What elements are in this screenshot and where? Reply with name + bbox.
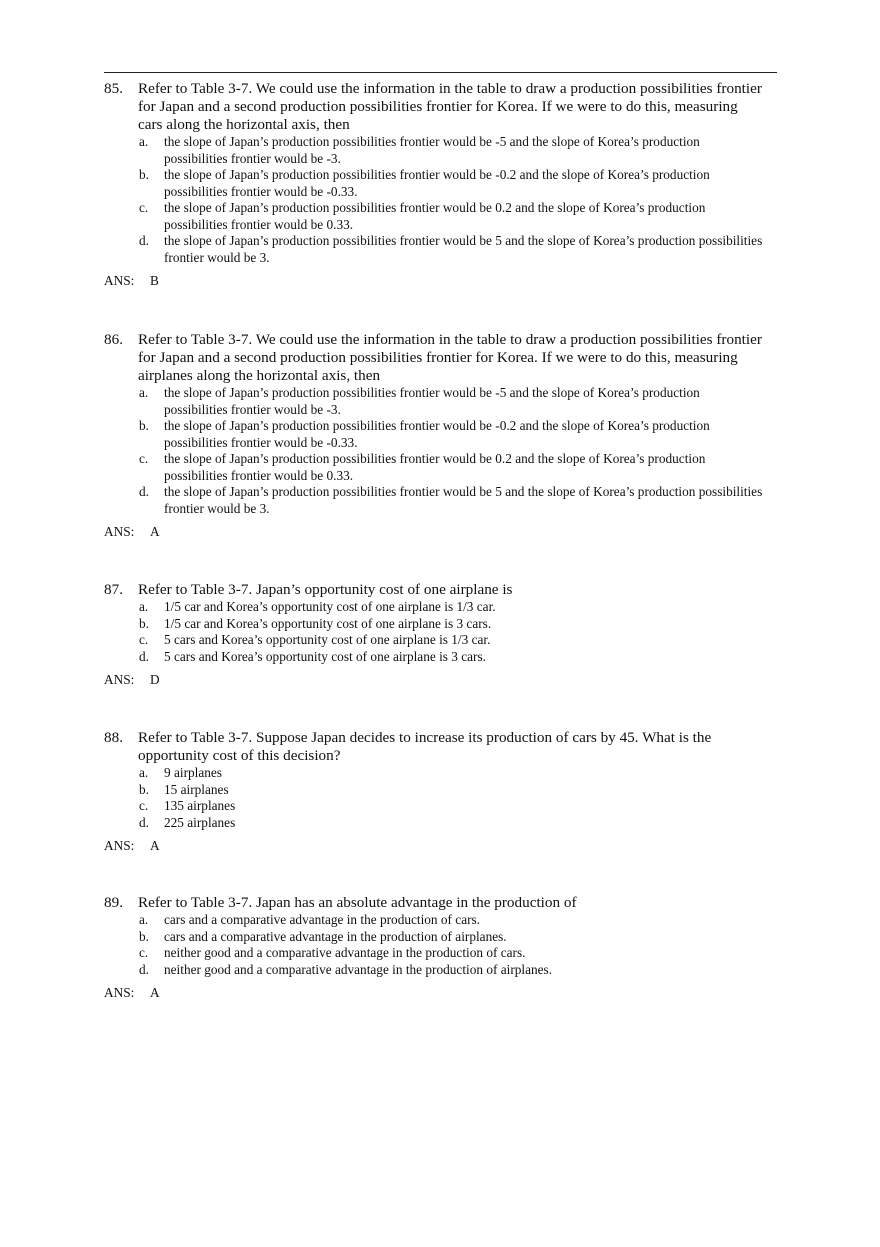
answer-label: ANS: [104, 524, 135, 539]
choice-c [104, 798, 764, 815]
choice-text: 1/5 car and Korea’s opportunity cost of one airplane is 3 cars. [164, 615, 492, 631]
choice-text: the slope of Japan’s production possibilities frontier would be 0.2 and the slope of Korea’s production possibilities frontier would be 0.33. [164, 451, 706, 483]
question-stem [104, 331, 764, 385]
choice-letter: c. [139, 945, 149, 960]
choice-letter: b. [139, 781, 149, 797]
question-number: 87. [104, 581, 123, 598]
choice-d [104, 484, 764, 517]
choice-text: 9 airplanes [164, 765, 222, 780]
choice-letter: c. [139, 451, 149, 466]
choice-letter: c. [139, 798, 149, 813]
choice-letter: a. [139, 385, 149, 400]
choice-a [104, 765, 764, 782]
choice-b [104, 616, 764, 633]
question-number: 89. [104, 894, 123, 911]
choice-text: cars and a comparative advantage in the production of cars. [164, 912, 481, 927]
choice-text: the slope of Japan’s production possibilities frontier would be 0.2 and the slope of Korea’s production possibilities frontier would be 0.33. [164, 200, 706, 232]
choice-list [104, 385, 764, 517]
question-number: 88. [104, 729, 123, 746]
choice-letter: d. [139, 233, 149, 248]
choice-text: 5 cars and Korea’s opportunity cost of one airplane is 1/3 car. [164, 632, 491, 647]
choice-d [104, 962, 764, 979]
question-number: 86. [104, 331, 123, 348]
choice-letter: b. [139, 167, 149, 182]
choice-text: 135 airplanes [164, 798, 236, 813]
question-text: Refer to Table 3-7. We could use the information in the table to draw a production possibilities frontier for Japan and a second production possibilities frontier for Korea. If we were to do this, measuring cars along the horizontal axis, then [138, 80, 762, 133]
choice-letter: d. [139, 648, 149, 664]
choice-text: 5 cars and Korea’s opportunity cost of one airplane is 3 cars. [164, 648, 486, 664]
choice-letter: d. [139, 961, 149, 977]
choice-letter: b. [139, 615, 149, 631]
answer-value: D [150, 672, 160, 687]
answer-value: A [150, 524, 160, 539]
question-stem [104, 80, 764, 134]
question-stem [104, 729, 764, 765]
answer-line [104, 524, 764, 540]
choice-c [104, 945, 764, 962]
question-number: 85. [104, 80, 123, 97]
question-87 [104, 581, 764, 688]
answer-label: ANS: [104, 672, 135, 687]
choice-a [104, 912, 764, 929]
choice-list [104, 912, 764, 978]
choice-letter: a. [139, 765, 149, 780]
question-text: Refer to Table 3-7. Japan has an absolute advantage in the production of [138, 894, 577, 911]
choice-d [104, 649, 764, 666]
choice-text: the slope of Japan’s production possibilities frontier would be -0.2 and the slope of Korea’s production possibilities frontier would be -0.33. [164, 167, 710, 199]
choice-text: the slope of Japan’s production possibilities frontier would be -5 and the slope of Korea’s production possibilities frontier would be -3. [164, 385, 700, 417]
choice-a [104, 134, 764, 167]
question-86 [104, 331, 764, 540]
question-89 [104, 894, 764, 1001]
choice-b [104, 418, 764, 451]
answer-value: A [150, 838, 160, 853]
choice-a [104, 599, 764, 616]
choice-d [104, 815, 764, 832]
choice-list [104, 134, 764, 266]
answer-value: B [150, 273, 159, 288]
choice-letter: a. [139, 912, 149, 927]
question-stem [104, 894, 764, 912]
choice-text: the slope of Japan’s production possibilities frontier would be 5 and the slope of Korea’s production possibilities frontier would be 3. [164, 233, 763, 265]
choice-letter: d. [139, 814, 149, 830]
choice-letter: a. [139, 599, 149, 614]
choice-letter: c. [139, 632, 149, 647]
choice-c [104, 451, 764, 484]
question-text: Refer to Table 3-7. We could use the information in the table to draw a production possibilities frontier for Japan and a second production possibilities frontier for Korea. If we were to do this, measuring airplanes along the horizontal axis, then [138, 331, 762, 384]
choice-text: the slope of Japan’s production possibilities frontier would be 5 and the slope of Korea’s production possibilities frontier would be 3. [164, 484, 763, 516]
answer-label: ANS: [104, 985, 135, 1000]
choice-list [104, 765, 764, 831]
choice-letter: a. [139, 134, 149, 149]
choice-text: neither good and a comparative advantage in the production of cars. [164, 945, 526, 960]
choice-letter: d. [139, 484, 149, 499]
question-88 [104, 729, 764, 854]
answer-line [104, 838, 764, 854]
answer-label: ANS: [104, 838, 135, 853]
choice-c [104, 632, 764, 649]
question-text: Refer to Table 3-7. Japan’s opportunity cost of one airplane is [138, 581, 513, 598]
choice-letter: b. [139, 418, 149, 433]
answer-line [104, 985, 764, 1001]
question-stem [104, 581, 764, 599]
choice-text: cars and a comparative advantage in the production of airplanes. [164, 928, 507, 944]
answer-line [104, 672, 764, 688]
choice-c [104, 200, 764, 233]
answer-value: A [150, 985, 160, 1000]
choice-b [104, 929, 764, 946]
choice-letter: b. [139, 928, 149, 944]
answer-label: ANS: [104, 273, 135, 288]
answer-line [104, 273, 764, 289]
choice-letter: c. [139, 200, 149, 215]
choice-b [104, 167, 764, 200]
choice-b [104, 782, 764, 799]
choice-a [104, 385, 764, 418]
choice-list [104, 599, 764, 665]
question-85 [104, 80, 764, 289]
header-rule [104, 72, 777, 73]
choice-text: neither good and a comparative advantage in the production of airplanes. [164, 961, 553, 977]
choice-text: the slope of Japan’s production possibilities frontier would be -5 and the slope of Korea’s production possibilities frontier would be -3. [164, 134, 700, 166]
choice-text: 1/5 car and Korea’s opportunity cost of one airplane is 1/3 car. [164, 599, 496, 614]
choice-text: 225 airplanes [164, 814, 236, 830]
choice-d [104, 233, 764, 266]
question-text: Refer to Table 3-7. Suppose Japan decides to increase its production of cars by 45. What is the opportunity cost of this decision? [138, 729, 712, 764]
choice-text: the slope of Japan’s production possibilities frontier would be -0.2 and the slope of Korea’s production possibilities frontier would be -0.33. [164, 418, 710, 450]
choice-text: 15 airplanes [164, 781, 229, 797]
